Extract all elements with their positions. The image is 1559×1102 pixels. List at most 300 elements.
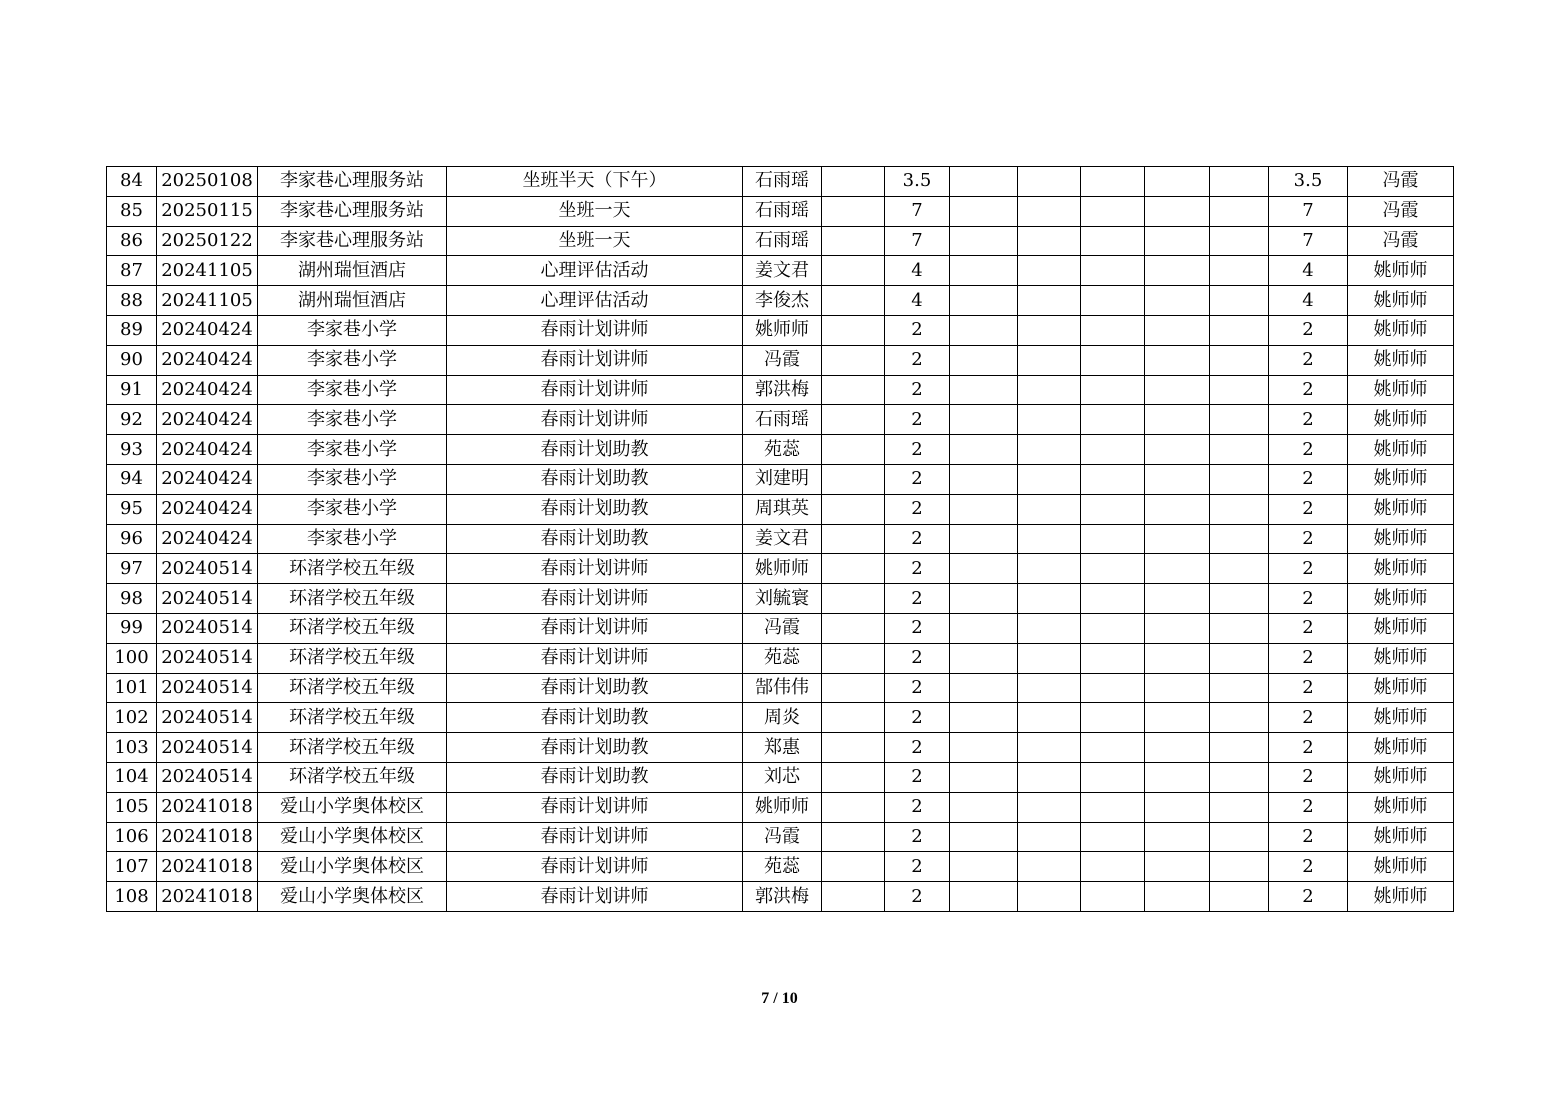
blank-cell-a: [822, 703, 885, 733]
blank-cell-b: [950, 852, 1018, 882]
index-cell: 97: [107, 554, 157, 584]
table-row: [107, 405, 1454, 435]
reviewer-cell: 姚师师: [1348, 315, 1454, 345]
blank-cell-e: [1145, 792, 1210, 822]
blank-cell-e: [1145, 673, 1210, 703]
blank-cell-c: [1018, 345, 1081, 375]
table-row: [107, 196, 1454, 226]
location-cell: 李家巷小学: [258, 464, 447, 494]
blank-cell-c: [1018, 435, 1081, 465]
blank-cell-e: [1145, 315, 1210, 345]
blank-cell-e: [1145, 613, 1210, 643]
reviewer-cell: 冯霞: [1348, 167, 1454, 197]
location-cell: 环渚学校五年级: [258, 673, 447, 703]
hours-cell: 2: [885, 584, 950, 614]
table-row: [107, 167, 1454, 197]
total-hours-cell: 2: [1269, 882, 1348, 912]
total-hours-cell: 2: [1269, 524, 1348, 554]
blank-cell-b: [950, 405, 1018, 435]
activity-cell: 心理评估活动: [447, 286, 743, 316]
blank-cell-d: [1081, 762, 1145, 792]
blank-cell-f: [1210, 464, 1269, 494]
index-cell: 86: [107, 226, 157, 256]
total-hours-cell: 2: [1269, 822, 1348, 852]
blank-cell-a: [822, 613, 885, 643]
index-cell: 91: [107, 375, 157, 405]
blank-cell-e: [1145, 494, 1210, 524]
blank-cell-e: [1145, 345, 1210, 375]
blank-cell-d: [1081, 584, 1145, 614]
blank-cell-e: [1145, 643, 1210, 673]
location-cell: 李家巷心理服务站: [258, 167, 447, 197]
table-row: [107, 852, 1454, 882]
blank-cell-d: [1081, 703, 1145, 733]
person-cell: 石雨瑶: [743, 167, 822, 197]
reviewer-cell: 姚师师: [1348, 703, 1454, 733]
blank-cell-a: [822, 673, 885, 703]
activity-cell: 春雨计划助教: [447, 435, 743, 465]
blank-cell-d: [1081, 643, 1145, 673]
blank-cell-f: [1210, 584, 1269, 614]
blank-cell-b: [950, 375, 1018, 405]
blank-cell-c: [1018, 286, 1081, 316]
reviewer-cell: 姚师师: [1348, 822, 1454, 852]
person-cell: 苑蕊: [743, 643, 822, 673]
activity-cell: 春雨计划助教: [447, 524, 743, 554]
table-row: [107, 584, 1454, 614]
person-cell: 苑蕊: [743, 852, 822, 882]
reviewer-cell: 姚师师: [1348, 852, 1454, 882]
activity-cell: 心理评估活动: [447, 256, 743, 286]
activity-cell: 春雨计划讲师: [447, 613, 743, 643]
activity-cell: 坐班一天: [447, 196, 743, 226]
blank-cell-d: [1081, 286, 1145, 316]
blank-cell-f: [1210, 792, 1269, 822]
table-row: [107, 464, 1454, 494]
hours-cell: 2: [885, 822, 950, 852]
location-cell: 李家巷小学: [258, 405, 447, 435]
hours-cell: 2: [885, 762, 950, 792]
table-row: [107, 762, 1454, 792]
blank-cell-c: [1018, 167, 1081, 197]
blank-cell-c: [1018, 762, 1081, 792]
blank-cell-f: [1210, 554, 1269, 584]
hours-cell: 2: [885, 375, 950, 405]
hours-cell: 2: [885, 703, 950, 733]
blank-cell-a: [822, 167, 885, 197]
blank-cell-e: [1145, 226, 1210, 256]
records-table: [106, 166, 1454, 912]
blank-cell-d: [1081, 256, 1145, 286]
index-cell: 104: [107, 762, 157, 792]
blank-cell-b: [950, 435, 1018, 465]
location-cell: 环渚学校五年级: [258, 762, 447, 792]
date-cell: 20241105: [157, 286, 258, 316]
blank-cell-d: [1081, 882, 1145, 912]
table-row: [107, 554, 1454, 584]
blank-cell-e: [1145, 822, 1210, 852]
reviewer-cell: 姚师师: [1348, 882, 1454, 912]
reviewer-cell: 姚师师: [1348, 345, 1454, 375]
index-cell: 95: [107, 494, 157, 524]
blank-cell-d: [1081, 822, 1145, 852]
person-cell: 周炎: [743, 703, 822, 733]
hours-cell: 2: [885, 673, 950, 703]
table-row: [107, 435, 1454, 465]
activity-cell: 春雨计划助教: [447, 762, 743, 792]
date-cell: 20240424: [157, 464, 258, 494]
blank-cell-a: [822, 464, 885, 494]
hours-cell: 2: [885, 792, 950, 822]
total-hours-cell: 2: [1269, 315, 1348, 345]
blank-cell-a: [822, 405, 885, 435]
person-cell: 石雨瑶: [743, 226, 822, 256]
person-cell: 姚师师: [743, 315, 822, 345]
total-hours-cell: 2: [1269, 613, 1348, 643]
index-cell: 87: [107, 256, 157, 286]
table-row: [107, 256, 1454, 286]
blank-cell-d: [1081, 405, 1145, 435]
index-cell: 101: [107, 673, 157, 703]
blank-cell-c: [1018, 256, 1081, 286]
reviewer-cell: 姚师师: [1348, 792, 1454, 822]
reviewer-cell: 姚师师: [1348, 464, 1454, 494]
hours-cell: 4: [885, 256, 950, 286]
blank-cell-c: [1018, 405, 1081, 435]
blank-cell-c: [1018, 315, 1081, 345]
person-cell: 姜文君: [743, 256, 822, 286]
activity-cell: 春雨计划讲师: [447, 584, 743, 614]
blank-cell-c: [1018, 613, 1081, 643]
blank-cell-e: [1145, 196, 1210, 226]
person-cell: 姚师师: [743, 792, 822, 822]
blank-cell-b: [950, 554, 1018, 584]
blank-cell-d: [1081, 375, 1145, 405]
total-hours-cell: 2: [1269, 494, 1348, 524]
location-cell: 湖州瑞恒酒店: [258, 286, 447, 316]
blank-cell-a: [822, 584, 885, 614]
date-cell: 20240424: [157, 315, 258, 345]
blank-cell-d: [1081, 167, 1145, 197]
reviewer-cell: 姚师师: [1348, 375, 1454, 405]
blank-cell-d: [1081, 464, 1145, 494]
blank-cell-c: [1018, 792, 1081, 822]
index-cell: 107: [107, 852, 157, 882]
blank-cell-c: [1018, 464, 1081, 494]
reviewer-cell: 姚师师: [1348, 733, 1454, 763]
blank-cell-b: [950, 167, 1018, 197]
blank-cell-f: [1210, 315, 1269, 345]
blank-cell-a: [822, 792, 885, 822]
date-cell: 20240424: [157, 435, 258, 465]
blank-cell-d: [1081, 733, 1145, 763]
date-cell: 20241018: [157, 822, 258, 852]
date-cell: 20240424: [157, 494, 258, 524]
blank-cell-c: [1018, 375, 1081, 405]
hours-cell: 2: [885, 733, 950, 763]
total-hours-cell: 2: [1269, 733, 1348, 763]
date-cell: 20250122: [157, 226, 258, 256]
person-cell: 刘芯: [743, 762, 822, 792]
blank-cell-e: [1145, 762, 1210, 792]
total-hours-cell: 2: [1269, 792, 1348, 822]
hours-cell: 3.5: [885, 167, 950, 197]
table-row: [107, 286, 1454, 316]
blank-cell-f: [1210, 286, 1269, 316]
blank-cell-b: [950, 882, 1018, 912]
blank-cell-c: [1018, 882, 1081, 912]
page-number: 7 / 10: [761, 990, 798, 1007]
total-hours-cell: 2: [1269, 375, 1348, 405]
total-hours-cell: 2: [1269, 435, 1348, 465]
blank-cell-d: [1081, 494, 1145, 524]
person-cell: 郑惠: [743, 733, 822, 763]
index-cell: 94: [107, 464, 157, 494]
blank-cell-a: [822, 733, 885, 763]
total-hours-cell: 2: [1269, 643, 1348, 673]
activity-cell: 坐班半天（下午）: [447, 167, 743, 197]
date-cell: 20240424: [157, 345, 258, 375]
blank-cell-b: [950, 584, 1018, 614]
activity-cell: 春雨计划助教: [447, 464, 743, 494]
table-row: [107, 822, 1454, 852]
blank-cell-f: [1210, 852, 1269, 882]
table-row: [107, 315, 1454, 345]
blank-cell-f: [1210, 703, 1269, 733]
blank-cell-b: [950, 643, 1018, 673]
index-cell: 99: [107, 613, 157, 643]
blank-cell-d: [1081, 792, 1145, 822]
blank-cell-b: [950, 345, 1018, 375]
blank-cell-b: [950, 196, 1018, 226]
reviewer-cell: 姚师师: [1348, 554, 1454, 584]
person-cell: 刘建明: [743, 464, 822, 494]
total-hours-cell: 2: [1269, 554, 1348, 584]
blank-cell-e: [1145, 464, 1210, 494]
date-cell: 20241105: [157, 256, 258, 286]
reviewer-cell: 姚师师: [1348, 584, 1454, 614]
blank-cell-b: [950, 613, 1018, 643]
activity-cell: 坐班一天: [447, 226, 743, 256]
reviewer-cell: 姚师师: [1348, 256, 1454, 286]
location-cell: 爱山小学奥体校区: [258, 852, 447, 882]
total-hours-cell: 2: [1269, 852, 1348, 882]
person-cell: 冯霞: [743, 345, 822, 375]
activity-cell: 春雨计划讲师: [447, 405, 743, 435]
blank-cell-a: [822, 852, 885, 882]
blank-cell-b: [950, 226, 1018, 256]
blank-cell-a: [822, 762, 885, 792]
blank-cell-a: [822, 554, 885, 584]
blank-cell-f: [1210, 256, 1269, 286]
activity-cell: 春雨计划讲师: [447, 882, 743, 912]
total-hours-cell: 2: [1269, 464, 1348, 494]
blank-cell-f: [1210, 375, 1269, 405]
blank-cell-d: [1081, 226, 1145, 256]
person-cell: 李俊杰: [743, 286, 822, 316]
blank-cell-f: [1210, 762, 1269, 792]
blank-cell-b: [950, 733, 1018, 763]
reviewer-cell: 姚师师: [1348, 286, 1454, 316]
date-cell: 20240514: [157, 554, 258, 584]
table-row: [107, 792, 1454, 822]
index-cell: 96: [107, 524, 157, 554]
location-cell: 李家巷小学: [258, 315, 447, 345]
date-cell: 20240424: [157, 524, 258, 554]
blank-cell-b: [950, 762, 1018, 792]
blank-cell-a: [822, 256, 885, 286]
table-row: [107, 643, 1454, 673]
blank-cell-a: [822, 286, 885, 316]
blank-cell-c: [1018, 673, 1081, 703]
activity-cell: 春雨计划讲师: [447, 345, 743, 375]
blank-cell-a: [822, 315, 885, 345]
blank-cell-b: [950, 256, 1018, 286]
blank-cell-f: [1210, 733, 1269, 763]
location-cell: 环渚学校五年级: [258, 613, 447, 643]
date-cell: 20250108: [157, 167, 258, 197]
index-cell: 100: [107, 643, 157, 673]
hours-cell: 2: [885, 554, 950, 584]
person-cell: 周琪英: [743, 494, 822, 524]
location-cell: 李家巷小学: [258, 524, 447, 554]
person-cell: 刘毓寰: [743, 584, 822, 614]
hours-cell: 2: [885, 882, 950, 912]
activity-cell: 春雨计划讲师: [447, 315, 743, 345]
reviewer-cell: 冯霞: [1348, 226, 1454, 256]
location-cell: 李家巷心理服务站: [258, 226, 447, 256]
index-cell: 108: [107, 882, 157, 912]
reviewer-cell: 姚师师: [1348, 762, 1454, 792]
blank-cell-e: [1145, 852, 1210, 882]
index-cell: 84: [107, 167, 157, 197]
activity-cell: 春雨计划讲师: [447, 643, 743, 673]
blank-cell-c: [1018, 226, 1081, 256]
location-cell: 李家巷小学: [258, 345, 447, 375]
index-cell: 92: [107, 405, 157, 435]
blank-cell-c: [1018, 196, 1081, 226]
hours-cell: 2: [885, 464, 950, 494]
location-cell: 李家巷小学: [258, 435, 447, 465]
blank-cell-a: [822, 196, 885, 226]
blank-cell-c: [1018, 852, 1081, 882]
blank-cell-f: [1210, 226, 1269, 256]
table-row: [107, 733, 1454, 763]
activity-cell: 春雨计划讲师: [447, 792, 743, 822]
hours-cell: 2: [885, 435, 950, 465]
blank-cell-a: [822, 226, 885, 256]
blank-cell-d: [1081, 673, 1145, 703]
reviewer-cell: 姚师师: [1348, 613, 1454, 643]
activity-cell: 春雨计划讲师: [447, 852, 743, 882]
location-cell: 湖州瑞恒酒店: [258, 256, 447, 286]
blank-cell-a: [822, 822, 885, 852]
location-cell: 李家巷小学: [258, 494, 447, 524]
activity-cell: 春雨计划讲师: [447, 822, 743, 852]
blank-cell-e: [1145, 375, 1210, 405]
table-row: [107, 673, 1454, 703]
blank-cell-d: [1081, 613, 1145, 643]
hours-cell: 2: [885, 852, 950, 882]
activity-cell: 春雨计划讲师: [447, 554, 743, 584]
person-cell: 郭洪梅: [743, 882, 822, 912]
blank-cell-f: [1210, 673, 1269, 703]
index-cell: 85: [107, 196, 157, 226]
total-hours-cell: 2: [1269, 762, 1348, 792]
reviewer-cell: 姚师师: [1348, 524, 1454, 554]
blank-cell-e: [1145, 167, 1210, 197]
total-hours-cell: 2: [1269, 703, 1348, 733]
index-cell: 103: [107, 733, 157, 763]
blank-cell-e: [1145, 554, 1210, 584]
blank-cell-c: [1018, 584, 1081, 614]
blank-cell-a: [822, 524, 885, 554]
table-row: [107, 375, 1454, 405]
location-cell: 李家巷小学: [258, 375, 447, 405]
blank-cell-f: [1210, 405, 1269, 435]
blank-cell-e: [1145, 733, 1210, 763]
total-hours-cell: 4: [1269, 286, 1348, 316]
blank-cell-c: [1018, 524, 1081, 554]
blank-cell-f: [1210, 524, 1269, 554]
blank-cell-f: [1210, 882, 1269, 912]
date-cell: 20240424: [157, 375, 258, 405]
table-row: [107, 613, 1454, 643]
blank-cell-d: [1081, 345, 1145, 375]
blank-cell-e: [1145, 286, 1210, 316]
blank-cell-a: [822, 494, 885, 524]
activity-cell: 春雨计划助教: [447, 673, 743, 703]
reviewer-cell: 姚师师: [1348, 405, 1454, 435]
table-row: [107, 703, 1454, 733]
date-cell: 20240424: [157, 405, 258, 435]
blank-cell-e: [1145, 524, 1210, 554]
index-cell: 105: [107, 792, 157, 822]
person-cell: 郜伟伟: [743, 673, 822, 703]
reviewer-cell: 姚师师: [1348, 643, 1454, 673]
location-cell: 环渚学校五年级: [258, 703, 447, 733]
location-cell: 李家巷心理服务站: [258, 196, 447, 226]
reviewer-cell: 姚师师: [1348, 494, 1454, 524]
blank-cell-b: [950, 703, 1018, 733]
blank-cell-f: [1210, 494, 1269, 524]
table-row: [107, 226, 1454, 256]
hours-cell: 2: [885, 345, 950, 375]
table-row: [107, 882, 1454, 912]
total-hours-cell: 2: [1269, 345, 1348, 375]
total-hours-cell: 2: [1269, 673, 1348, 703]
hours-cell: 2: [885, 405, 950, 435]
date-cell: 20240514: [157, 762, 258, 792]
table-row: [107, 345, 1454, 375]
blank-cell-c: [1018, 643, 1081, 673]
blank-cell-c: [1018, 554, 1081, 584]
location-cell: 环渚学校五年级: [258, 643, 447, 673]
reviewer-cell: 姚师师: [1348, 435, 1454, 465]
activity-cell: 春雨计划助教: [447, 494, 743, 524]
person-cell: 郭洪梅: [743, 375, 822, 405]
total-hours-cell: 3.5: [1269, 167, 1348, 197]
blank-cell-b: [950, 286, 1018, 316]
hours-cell: 2: [885, 643, 950, 673]
location-cell: 环渚学校五年级: [258, 554, 447, 584]
location-cell: 爱山小学奥体校区: [258, 792, 447, 822]
blank-cell-d: [1081, 524, 1145, 554]
date-cell: 20241018: [157, 882, 258, 912]
blank-cell-e: [1145, 256, 1210, 286]
person-cell: 冯霞: [743, 613, 822, 643]
blank-cell-f: [1210, 345, 1269, 375]
